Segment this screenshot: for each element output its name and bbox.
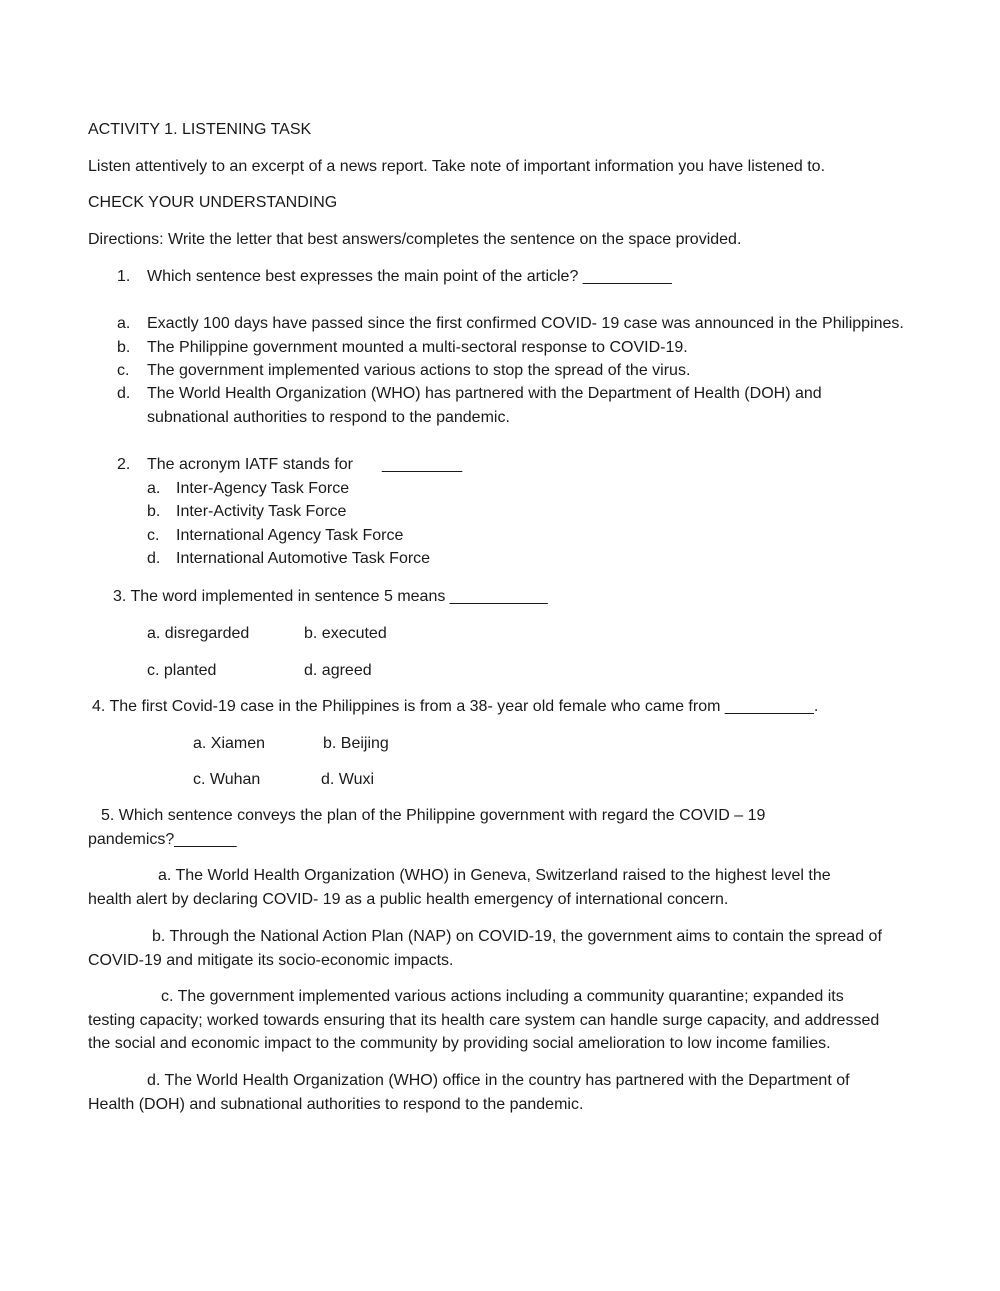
- option-c-continued: testing capacity; worked towards ensuring that its health care system can handle surge capacity, and addressed: [88, 1012, 880, 1029]
- option-text: Inter-Agency Task Force: [176, 480, 350, 497]
- option-text: The government implemented various actions to stop the spread of the virus.: [147, 362, 691, 379]
- option-text: The World Health Organization (WHO) has partnered with the Department of Health (DOH) and: [147, 385, 822, 402]
- option-text: The Philippine government mounted a multi-sectoral response to COVID-19.: [147, 339, 688, 356]
- option-b: b. executed: [304, 625, 387, 642]
- option-b: b. Through the National Action Plan (NAP) on COVID-19, the government aims to contain the spread of: [152, 928, 882, 945]
- section-heading: CHECK YOUR UNDERSTANDING: [88, 194, 338, 211]
- option-letter: d.: [117, 385, 131, 402]
- option-d: d. agreed: [304, 662, 372, 679]
- option-letter: d.: [147, 550, 161, 567]
- directions-text: Directions: Write the letter that best answers/completes the sentence on the space provided.: [88, 231, 742, 248]
- option-text: International Agency Task Force: [176, 527, 404, 544]
- option-b-continued: COVID-19 and mitigate its socio-economic impacts.: [88, 952, 454, 969]
- option-a: a. disregarded: [147, 625, 250, 642]
- option-c: c. Wuhan: [193, 771, 261, 788]
- question-number: 2.: [117, 456, 131, 473]
- option-letter: b.: [147, 503, 161, 520]
- option-c: c. planted: [147, 662, 217, 679]
- question-text-continued: pandemics?_______: [88, 831, 237, 848]
- question-number: 1.: [117, 268, 131, 285]
- question-text: Which sentence best expresses the main point of the article? __________: [147, 268, 672, 285]
- option-text: Inter-Activity Task Force: [176, 503, 347, 520]
- option-b: b. Beijing: [323, 735, 389, 752]
- question-text: 3. The word implemented in sentence 5 means ___________: [113, 588, 548, 605]
- option-letter: a.: [117, 315, 131, 332]
- option-text-continued: subnational authorities to respond to the pandemic.: [147, 409, 510, 426]
- option-text: Exactly 100 days have passed since the first confirmed COVID- 19 case was announced in the Philippines.: [147, 315, 904, 332]
- option-d: d. Wuxi: [321, 771, 375, 788]
- option-a: a. Xiamen: [193, 735, 266, 752]
- activity-title: ACTIVITY 1. LISTENING TASK: [88, 121, 312, 138]
- question-text: 5. Which sentence conveys the plan of the Philippine government with regard the COVID – 19: [101, 807, 766, 824]
- option-d: d. The World Health Organization (WHO) office in the country has partnered with the Department of: [147, 1072, 850, 1089]
- question-text: The acronym IATF stands for: [147, 456, 353, 473]
- question-text: 4. The first Covid-19 case in the Philippines is from a 38- year old female who came from __________.: [92, 698, 819, 715]
- option-a-continued: health alert by declaring COVID- 19 as a public health emergency of international concern.: [88, 891, 729, 908]
- option-d-continued: Health (DOH) and subnational authorities to respond to the pandemic.: [88, 1096, 584, 1113]
- option-c-continued: the social and economic impact to the community by providing social amelioration to low income families.: [88, 1035, 831, 1052]
- option-letter: c.: [147, 527, 160, 544]
- option-letter: a.: [147, 480, 161, 497]
- instruction-text: Listen attentively to an excerpt of a news report. Take note of important information you have listened to.: [88, 158, 826, 175]
- option-text: International Automotive Task Force: [176, 550, 431, 567]
- option-c: c. The government implemented various actions including a community quarantine; expanded its: [161, 988, 844, 1005]
- answer-blank: _________: [382, 456, 463, 473]
- option-letter: c.: [117, 362, 130, 379]
- option-a: a. The World Health Organization (WHO) in Geneva, Switzerland raised to the highest level the: [158, 867, 831, 884]
- option-letter: b.: [117, 339, 131, 356]
